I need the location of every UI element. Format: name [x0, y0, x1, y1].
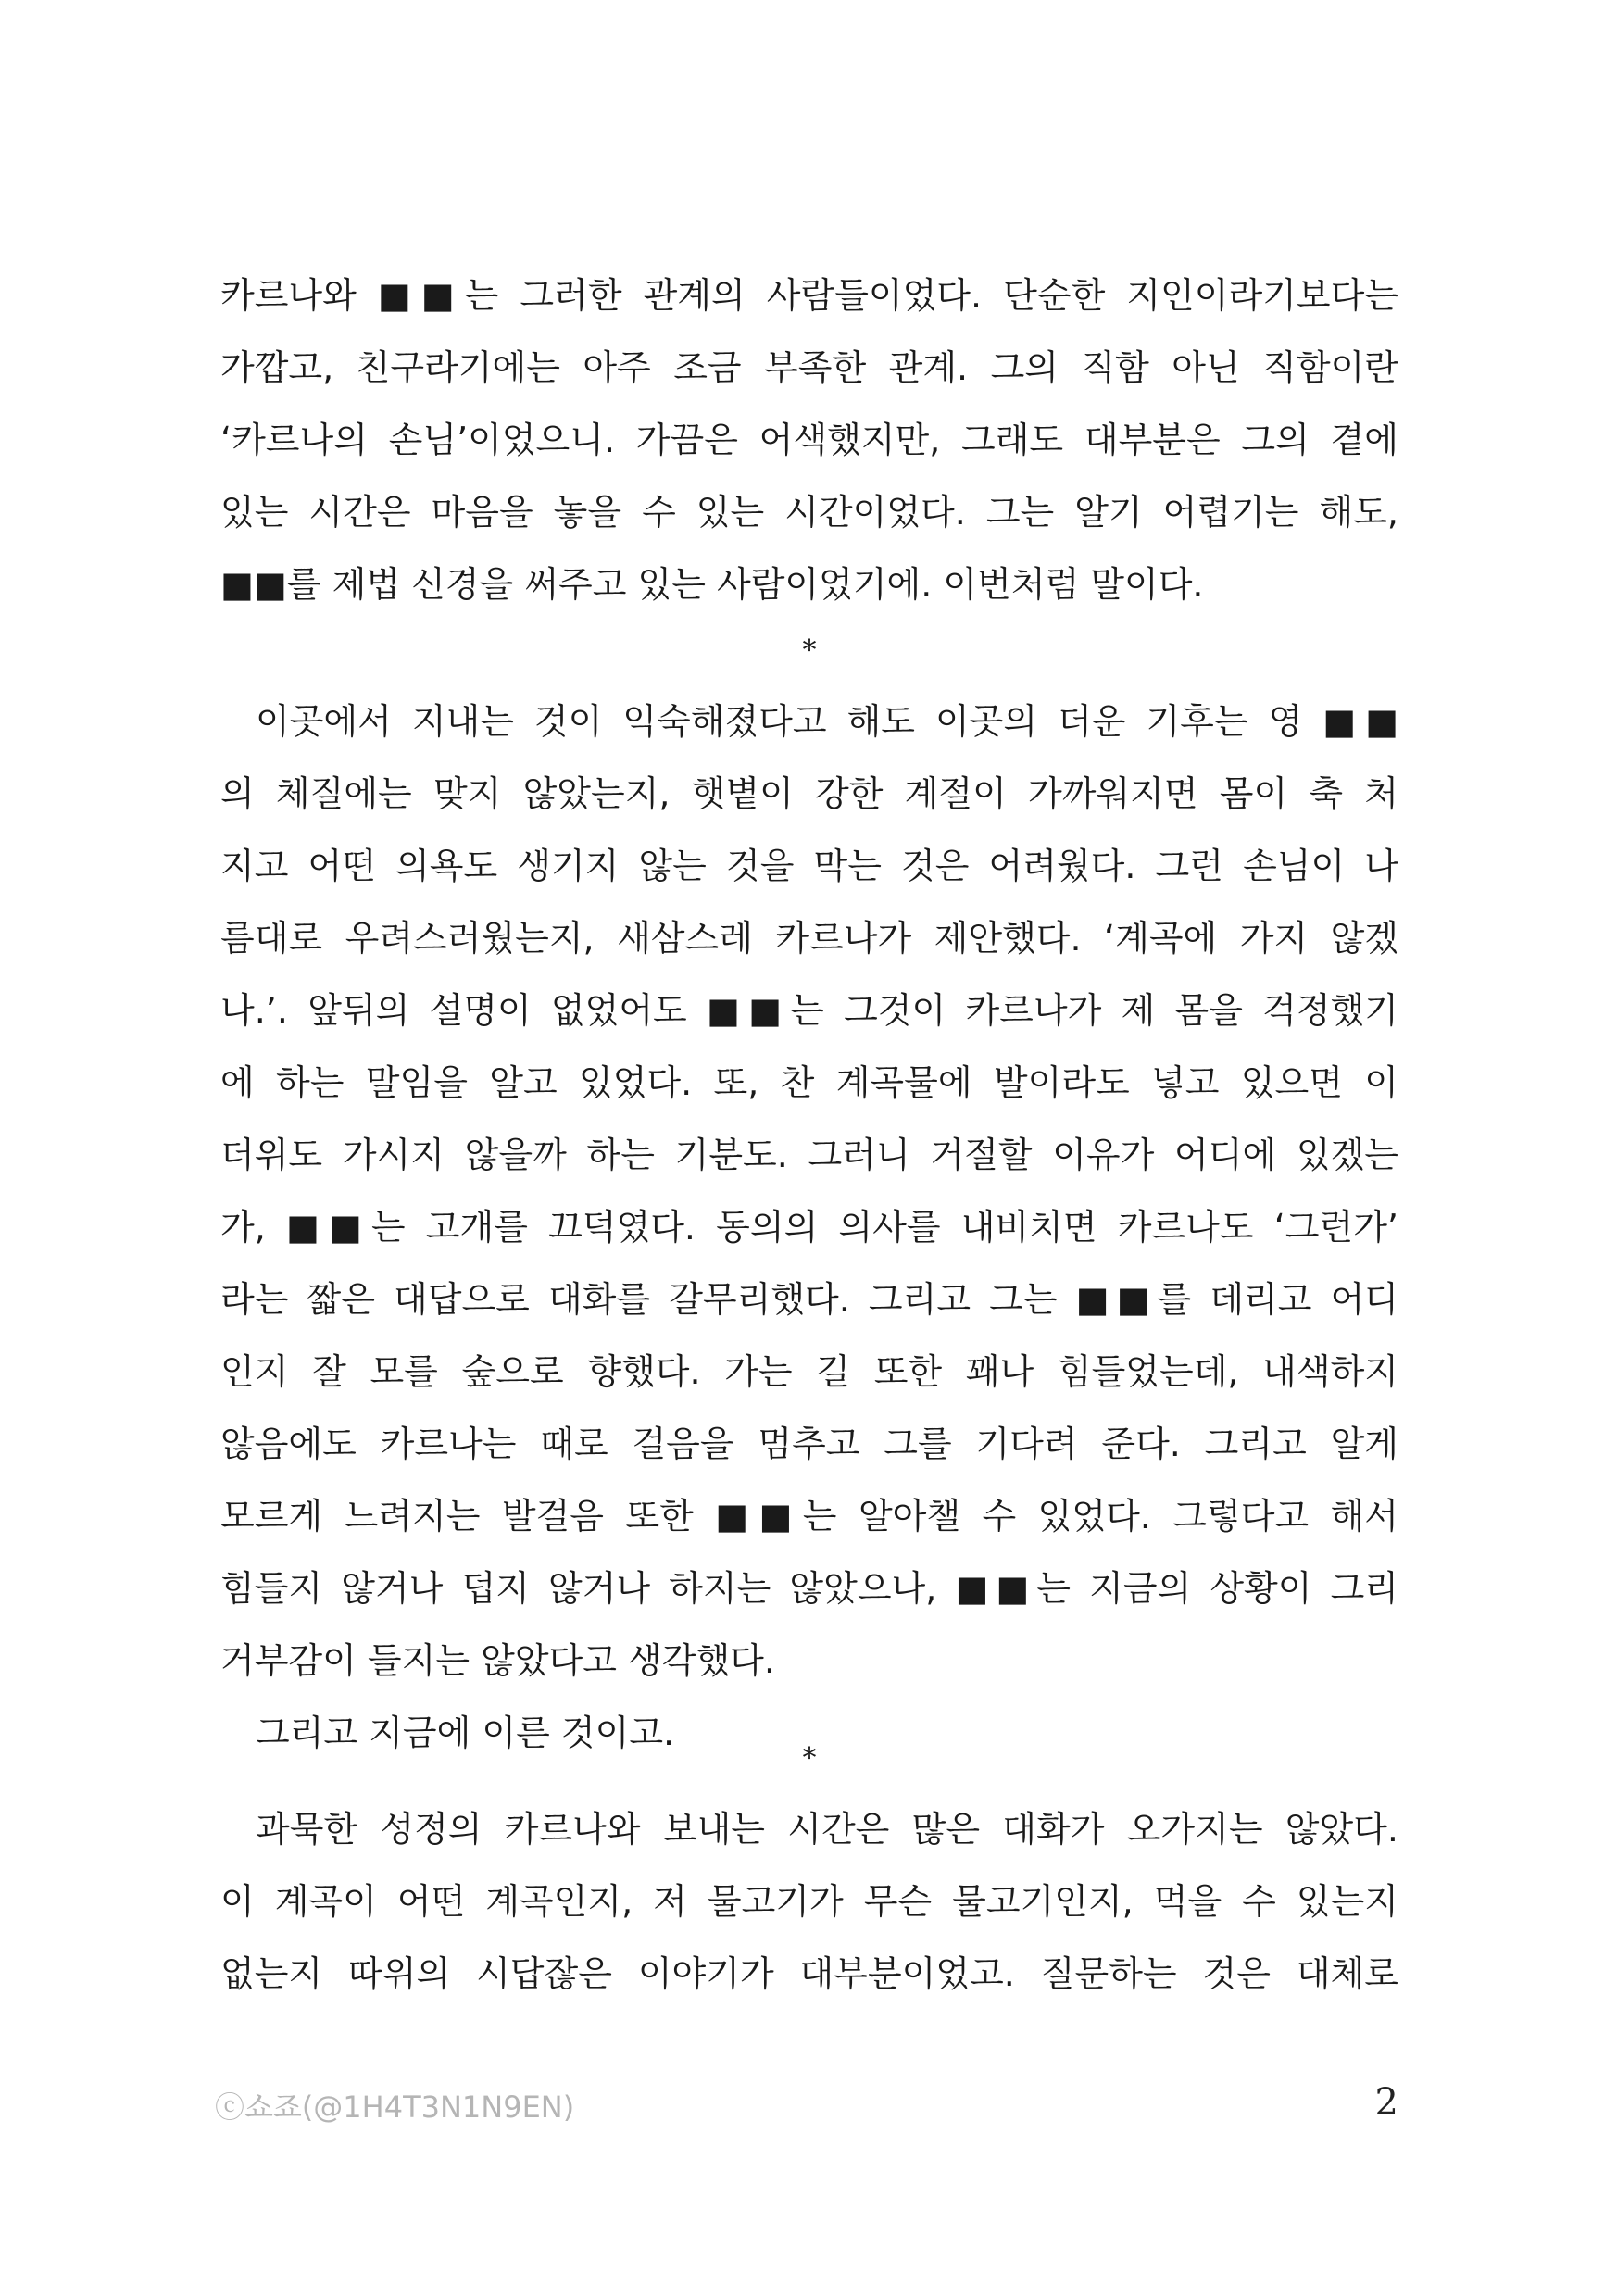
text-line: 라는 짧은 대답으로 대화를 갈무리했다. 그리고 그는 ■■를 데리고 어디: [220, 1279, 1398, 1320]
text-line: 름대로 우려스러웠는지, 새삼스레 카르나가 제안했다. ‘계곡에 가지 않겠: [220, 918, 1398, 959]
text-line: 거부감이 들지는 않았다고 생각했다.: [220, 1640, 775, 1681]
text-line: 있는 시간은 마음을 놓을 수 있는 시간이었다. 그는 알기 어렵기는 해도,: [220, 492, 1398, 533]
page-number: 2: [1374, 2081, 1398, 2124]
text-line: ‘카르나의 손님’이었으니. 가끔은 어색했지만, 그래도 대부분은 그의 곁에: [220, 420, 1398, 460]
paragraph-4: [220, 1793, 1398, 2010]
text-line: 않음에도 카르나는 때로 걸음을 멈추고 그를 기다려 준다. 그리고 알게: [220, 1424, 1398, 1464]
text-line: 나.’. 앞뒤의 설명이 없었어도 ■■는 그것이 카르나가 제 몸을 걱정했기: [220, 990, 1398, 1031]
text-line: 그리고 지금에 이른 것이고.: [256, 1713, 675, 1753]
text-line: 이곳에서 지내는 것이 익숙해졌다고 해도 이곳의 더운 기후는 영 ■■: [256, 701, 1398, 742]
text-line: 가깝고, 친구라기에는 아주 조금 부족한 관계. 그의 직함 아닌 직함이란: [220, 347, 1398, 388]
text-line: 더위도 가시지 않을까 하는 기분도. 그러니 거절할 이유가 어디에 있겠는: [220, 1135, 1398, 1175]
text-line: ■■를 제법 신경을 써주고 있는 사람이었기에. 이번처럼 말이다.: [220, 564, 1204, 605]
text-line: 모르게 느려지는 발걸음 또한 ■■는 알아챌 수 있었다. 그렇다고 해서: [220, 1496, 1398, 1537]
section-separator: *: [802, 1742, 817, 1775]
text-line: 과묵한 성정의 카르나와 보내는 시간은 많은 대화가 오가지는 않았다.: [256, 1809, 1398, 1850]
text-line: 인지 잘 모를 숲으로 향했다. 가는 길 또한 꽤나 힘들었는데, 내색하지: [220, 1351, 1398, 1392]
text-line: 가, ■■는 고개를 끄덕였다. 동의의 의사를 내비치면 카르나도 ‘그런가’: [220, 1207, 1398, 1248]
copyright-notice: ⓒ쇼죠(@1H4T3N1N9EN): [215, 2089, 575, 2125]
text-line: 에 하는 말임을 알고 있었다. 또, 찬 계곡물에 발이라도 넣고 있으면 이: [220, 1062, 1398, 1103]
text-line: 힘들지 않거나 덥지 않거나 하지는 않았으나, ■■는 지금의 상황이 그리: [220, 1568, 1398, 1609]
paragraph-1: [220, 259, 1398, 621]
text-line: 카르나와 ■■는 그러한 관계의 사람들이었다. 단순한 지인이라기보다는: [220, 275, 1398, 316]
paragraph-2: [220, 685, 1398, 1769]
text-line: 의 체질에는 맞지 않았는지, 햇볕이 강한 계절이 가까워지면 몸이 축 처: [220, 773, 1398, 814]
text-line: 없는지 따위의 시답잖은 이야기가 대부분이었고. 질문하는 것은 대체로: [220, 1953, 1398, 1994]
text-line: 이 계곡이 어떤 계곡인지, 저 물고기가 무슨 물고기인지, 먹을 수 있는지: [220, 1881, 1398, 1922]
text-line: 지고 어떤 의욕도 생기지 않는 것을 막는 것은 어려웠다. 그런 손님이 나: [220, 846, 1398, 886]
section-separator: *: [802, 634, 817, 667]
